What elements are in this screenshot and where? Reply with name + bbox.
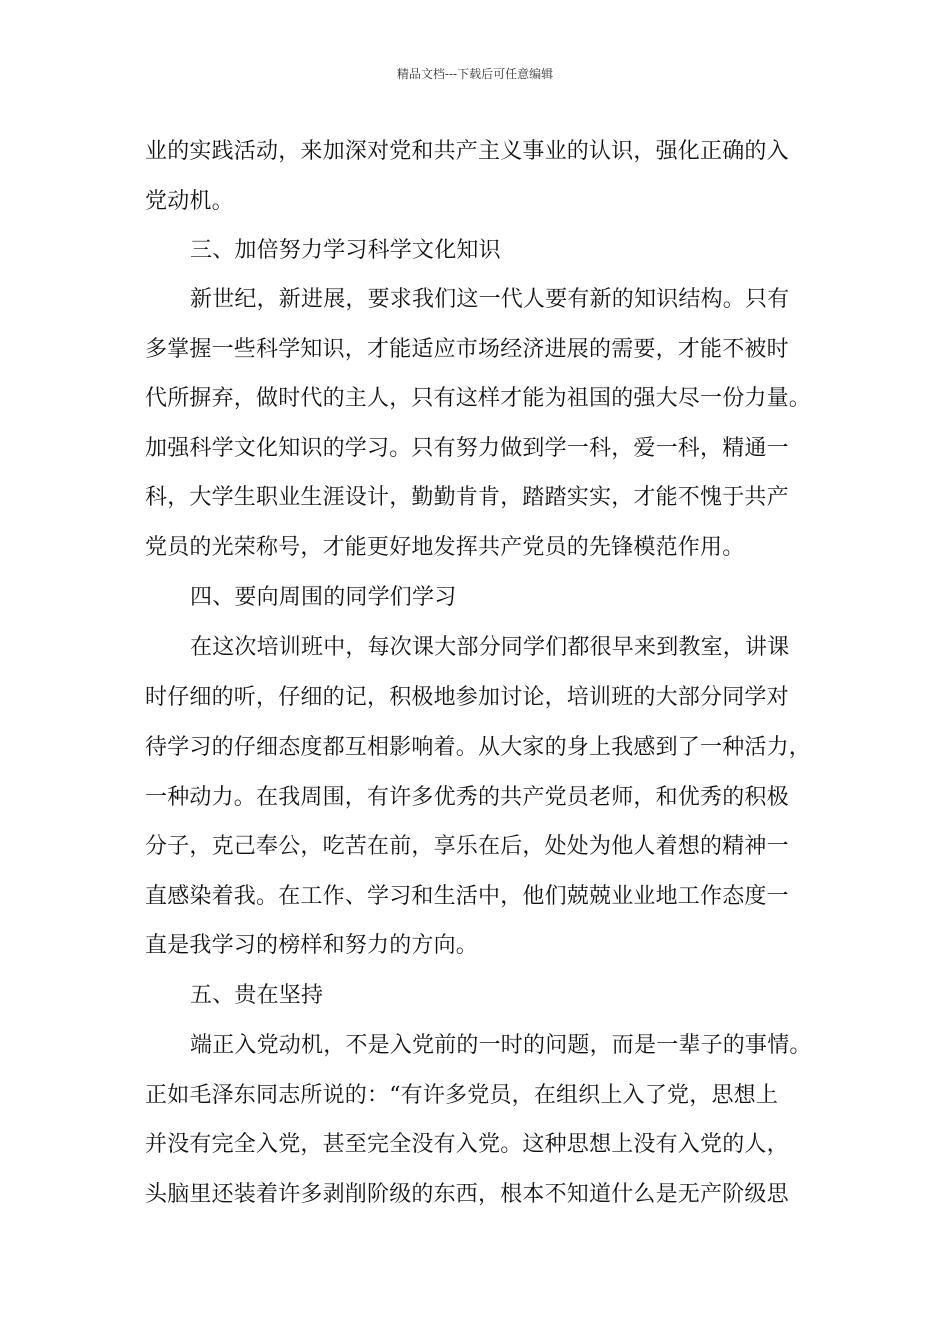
body-line: 一种动力。在我周围，有许多优秀的共产党员老师，和优秀的积极 — [145, 785, 789, 810]
body-line: 代所摒弃，做时代的主人，只有这样才能为祖国的强大尽一份力量。 — [145, 386, 812, 411]
body-line: 分子，克己奉公，吃苦在前，享乐在后，处处为他人着想的精神一 — [145, 834, 789, 859]
body-line: 直是我学习的榜样和努力的方向。 — [145, 933, 479, 958]
body-line: 直感染着我。在工作、学习和生活中，他们兢兢业业地工作态度一 — [145, 884, 789, 909]
page-header: 精品文档---下载后可任意编辑 — [396, 67, 554, 81]
body-line: 党员的光荣称号，才能更好地发挥共产党员的先锋模范作用。 — [145, 535, 745, 560]
body-line: 待学习的仔细态度都互相影响着。从大家的身上我感到了一种活力， — [145, 735, 812, 760]
body-line: 科，大学生职业生涯设计，勤勤肯肯，踏踏实实，才能不愧于共产 — [145, 485, 789, 510]
body-line: 党动机。 — [145, 189, 234, 214]
body-line: 多掌握一些科学知识，才能适应市场经济进展的需要，才能不被时 — [145, 337, 789, 362]
section-heading: 三、加倍努力学习科学文化知识 — [190, 238, 501, 263]
section-heading: 四、要向周围的同学们学习 — [190, 585, 457, 610]
body-line: 正如毛泽东同志所说的：“有许多党员，在组织上入了党，思想上 — [145, 1083, 779, 1108]
body-line: 业的实践活动，来加深对党和共产主义事业的认识，强化正确的入 — [145, 139, 789, 164]
body-line: 加强科学文化知识的学习。只有努力做到学一科，爱一科，精通一 — [145, 436, 789, 461]
body-line: 端正入党动机，不是入党前的一时的问题，而是一辈子的事情。 — [190, 1033, 812, 1058]
body-line: 新世纪，新进展，要求我们这一代人要有新的知识结构。只有 — [190, 287, 790, 312]
body-line: 在这次培训班中，每次课大部分同学们都很早来到教室，讲课 — [190, 635, 790, 660]
body-line: 头脑里还装着许多剥削阶级的东西，根本不知道什么是无产阶级思 — [145, 1182, 789, 1207]
section-heading: 五、贵在坚持 — [190, 983, 324, 1008]
body-line: 时仔细的听，仔细的记，积极地参加讨论，培训班的大部分同学对 — [145, 685, 789, 710]
body-line: 并没有完全入党，甚至完全没有入党。这种思想上没有入党的人， — [145, 1132, 789, 1157]
